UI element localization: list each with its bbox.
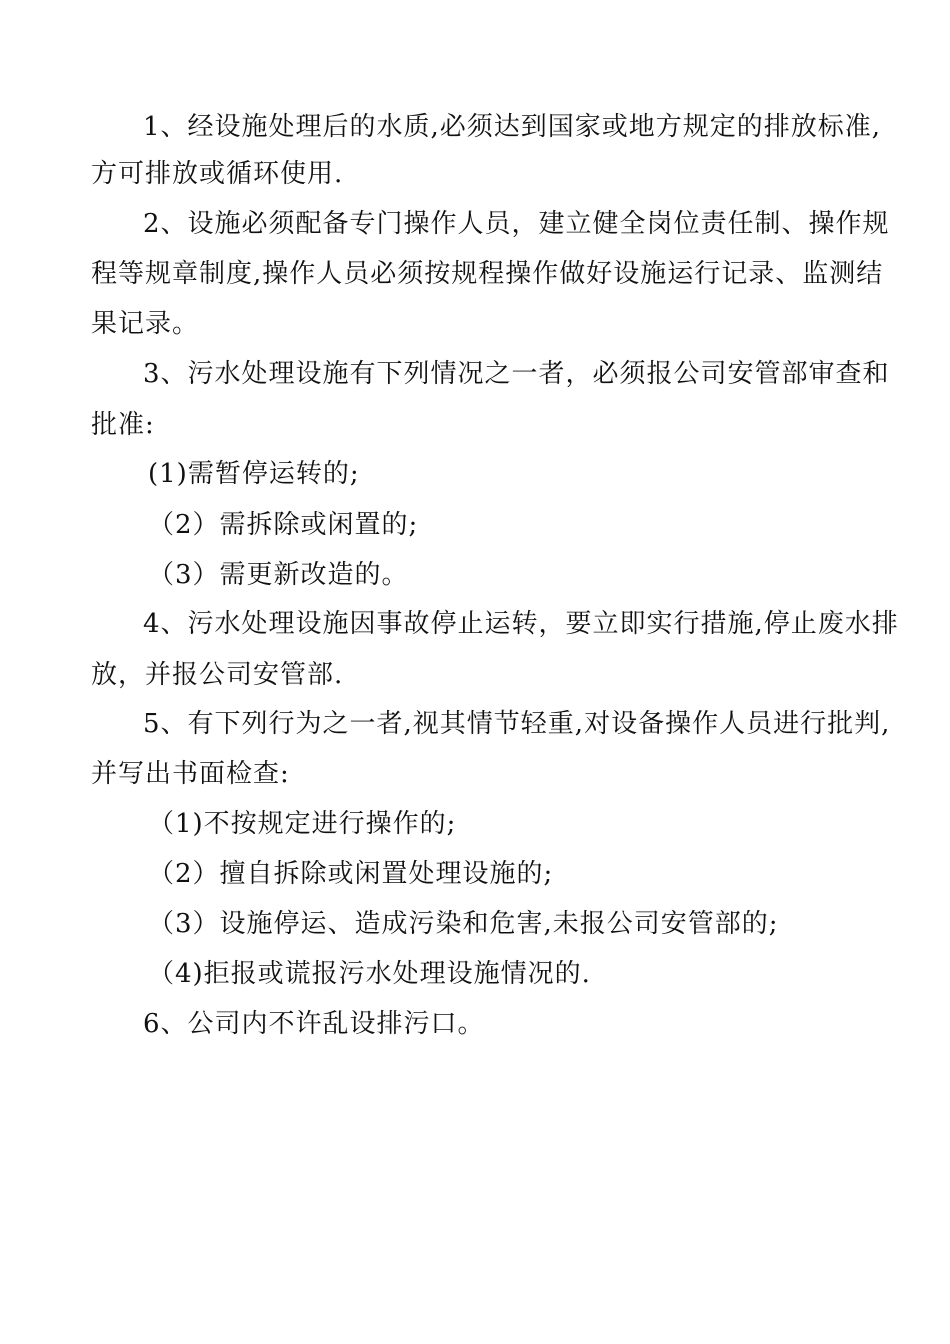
item-6-line-1: 6、公司内不许乱设排污口。 bbox=[143, 1009, 485, 1039]
item-4-line-1: 4、污水处理设施因事故停止运转，要立即实行措施,停止废水排 bbox=[143, 609, 899, 639]
item-3-line-1: 3、污水处理设施有下列情况之一者，必须报公司安管部审查和 bbox=[143, 359, 890, 389]
item-4-line-2: 放，并报公司安管部. bbox=[91, 660, 344, 690]
item-5-sub-4: （4)拒报或谎报污水处理设施情况的. bbox=[148, 959, 591, 989]
item-5-line-2: 并写出书面检查: bbox=[91, 759, 290, 789]
item-3-sub-3: （3）需更新改造的。 bbox=[148, 560, 409, 590]
item-3-line-2: 批准: bbox=[91, 410, 155, 440]
item-1-line-2: 方可排放或循环使用. bbox=[91, 159, 344, 189]
item-5-sub-3: （3）设施停运、造成污染和危害,未报公司安管部的; bbox=[148, 909, 779, 939]
item-3-sub-2: （2）需拆除或闲置的; bbox=[148, 510, 419, 540]
item-5-line-1: 5、有下列行为之一者,视其情节轻重,对设备操作人员进行批判, bbox=[143, 709, 891, 739]
item-1-line-1: 1、经设施处理后的水质,必须达到国家或地方规定的排放标准, bbox=[143, 112, 882, 142]
item-5-sub-1: （1)不按规定进行操作的; bbox=[148, 809, 457, 839]
item-5-sub-2: （2）擅自拆除或闲置处理设施的; bbox=[148, 859, 554, 889]
item-3-sub-1: (1)需暂停运转的; bbox=[148, 459, 360, 489]
item-2-line-2: 程等规章制度,操作人员必须按规程操作做好设施运行记录、监测结 bbox=[91, 259, 884, 289]
item-2-line-3: 果记录。 bbox=[91, 309, 200, 339]
item-2-line-1: 2、设施必须配备专门操作人员，建立健全岗位责任制、操作规 bbox=[143, 209, 890, 239]
